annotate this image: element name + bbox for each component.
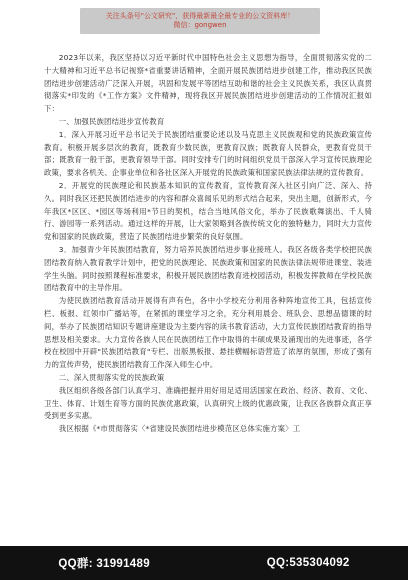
banner-line-2: 微信：gongwen: [173, 21, 227, 29]
document-body: [44, 52, 372, 436]
paragraph-item-1: 1．深入开展习近平总书记关于民族团结重要论述以及马克思主义民族观和党的民族政策宣传教育。积极开展多层次的教育，既教育少数民族，更教育汉族；既教育人民群众，更教育党员干部；既教育一般干部，更教育领导干部。同时安排专门的时间组织党员干部深入学习宣传民族理论政策，要求各机关、企事业单位和各社区深入开展党的民族政策和国家民族法律法规的宣传教育。: [44, 129, 372, 178]
section-heading-2: 二、深入贯彻落实党的民族政策: [58, 372, 165, 382]
section-heading-1: 一、加强民族团结进步宣传教育: [58, 116, 165, 126]
promo-banner: [80, 8, 320, 34]
paragraph-intro: 2023年以来，我区坚持以习近平新时代中国特色社会主义思想为指导，全面贯彻落实党的二十大精神和习近平总书记视察*省重要讲话精神，全面开展民族团结进步创建工作，推动我区民族团结进步创建活动广泛深入开展，巩固和发展平等团结互助和谐的社会主义民族关系，我区认真贯彻落实*印发的《*工作方案》文件精神，现将我区开展民族团结进步创建活动的工作情况汇报如下：: [44, 53, 372, 114]
paragraph-item-3: 3．加强青少年民族团结教育，努力培养民族团结进步事业接班人。我区各级各类学校把民族团结教育纳入教育教学计划中，把党的民族理论、民族政策和国家的民族法律法规带进课堂、装进学生头脑。同时按照课程标准要求，积极开展民族团结教育进校园活动，积极发挥教师在学校民族团结教育中的主导作用。: [44, 244, 372, 293]
contact-footer: [0, 546, 408, 580]
paragraph-implementation: 我区根据《*市贯彻落实〈*省建设民族团结进步模范区总体实施方案〉工: [58, 424, 301, 434]
qq-group-text: QQ群: 31991489: [58, 558, 150, 570]
paragraph-school-activities: 为使民族团结教育活动开展得有声有色，各中小学校充分利用各种阵地宣传工具，包括宣传栏、板报、红领巾广播站等，在紧抓的课堂学习之余，充分利用晨会、班队会、思想品德课的时间，举办了民族团结知识专题讲座建设为主要内容的读书教育活动，大力宣传民族团结教育的指导思想及相关要求。大力宣传各族人民在民族团结工作中取得的丰硕成果及涌现出的先进事迹，各学校在校园中开辟"民族团结教育"专栏、出版黑板报、悬挂横幅标语营造了浓厚的氛围，形成了强有力的宣传声势，使民族团结教育工作深入师生心中。: [44, 296, 372, 370]
banner-line-1: 关注头条号"公文研究"，获得最新最全最专业的公文资料库！: [105, 12, 295, 20]
paragraph-policy: 我区组织各级各部门认真学习、准确把握并用好用足适用活国家在政治、经济、教育、文化、卫生、体育、计划生育等方面的民族优惠政策，认真研究上级的优惠政策，让我区各族群众真正享受到更多实惠。: [44, 385, 372, 421]
paragraph-item-2: 2．开展党的民族理论和民族基本知识的宣传教育，宣传教育深入社区引向广泛、深入、持久。同时我区还把民族团结进步的内容和群众喜闻乐见的形式结合起来，突出主题，创新形式，今年我区*区区、*园区等场利用*节日的契机，结合当地风俗文化，举办了民族歌舞演出、千人骑行、游园等一系列活动。通过这样的开展，让大家领略到各族传统文化的独特魅力，同时大力宣传党和国家的民族政策，营造了民族团结进步繁荣的良好氛围。: [44, 180, 372, 242]
qq-text: QQ:535304092: [266, 557, 350, 569]
